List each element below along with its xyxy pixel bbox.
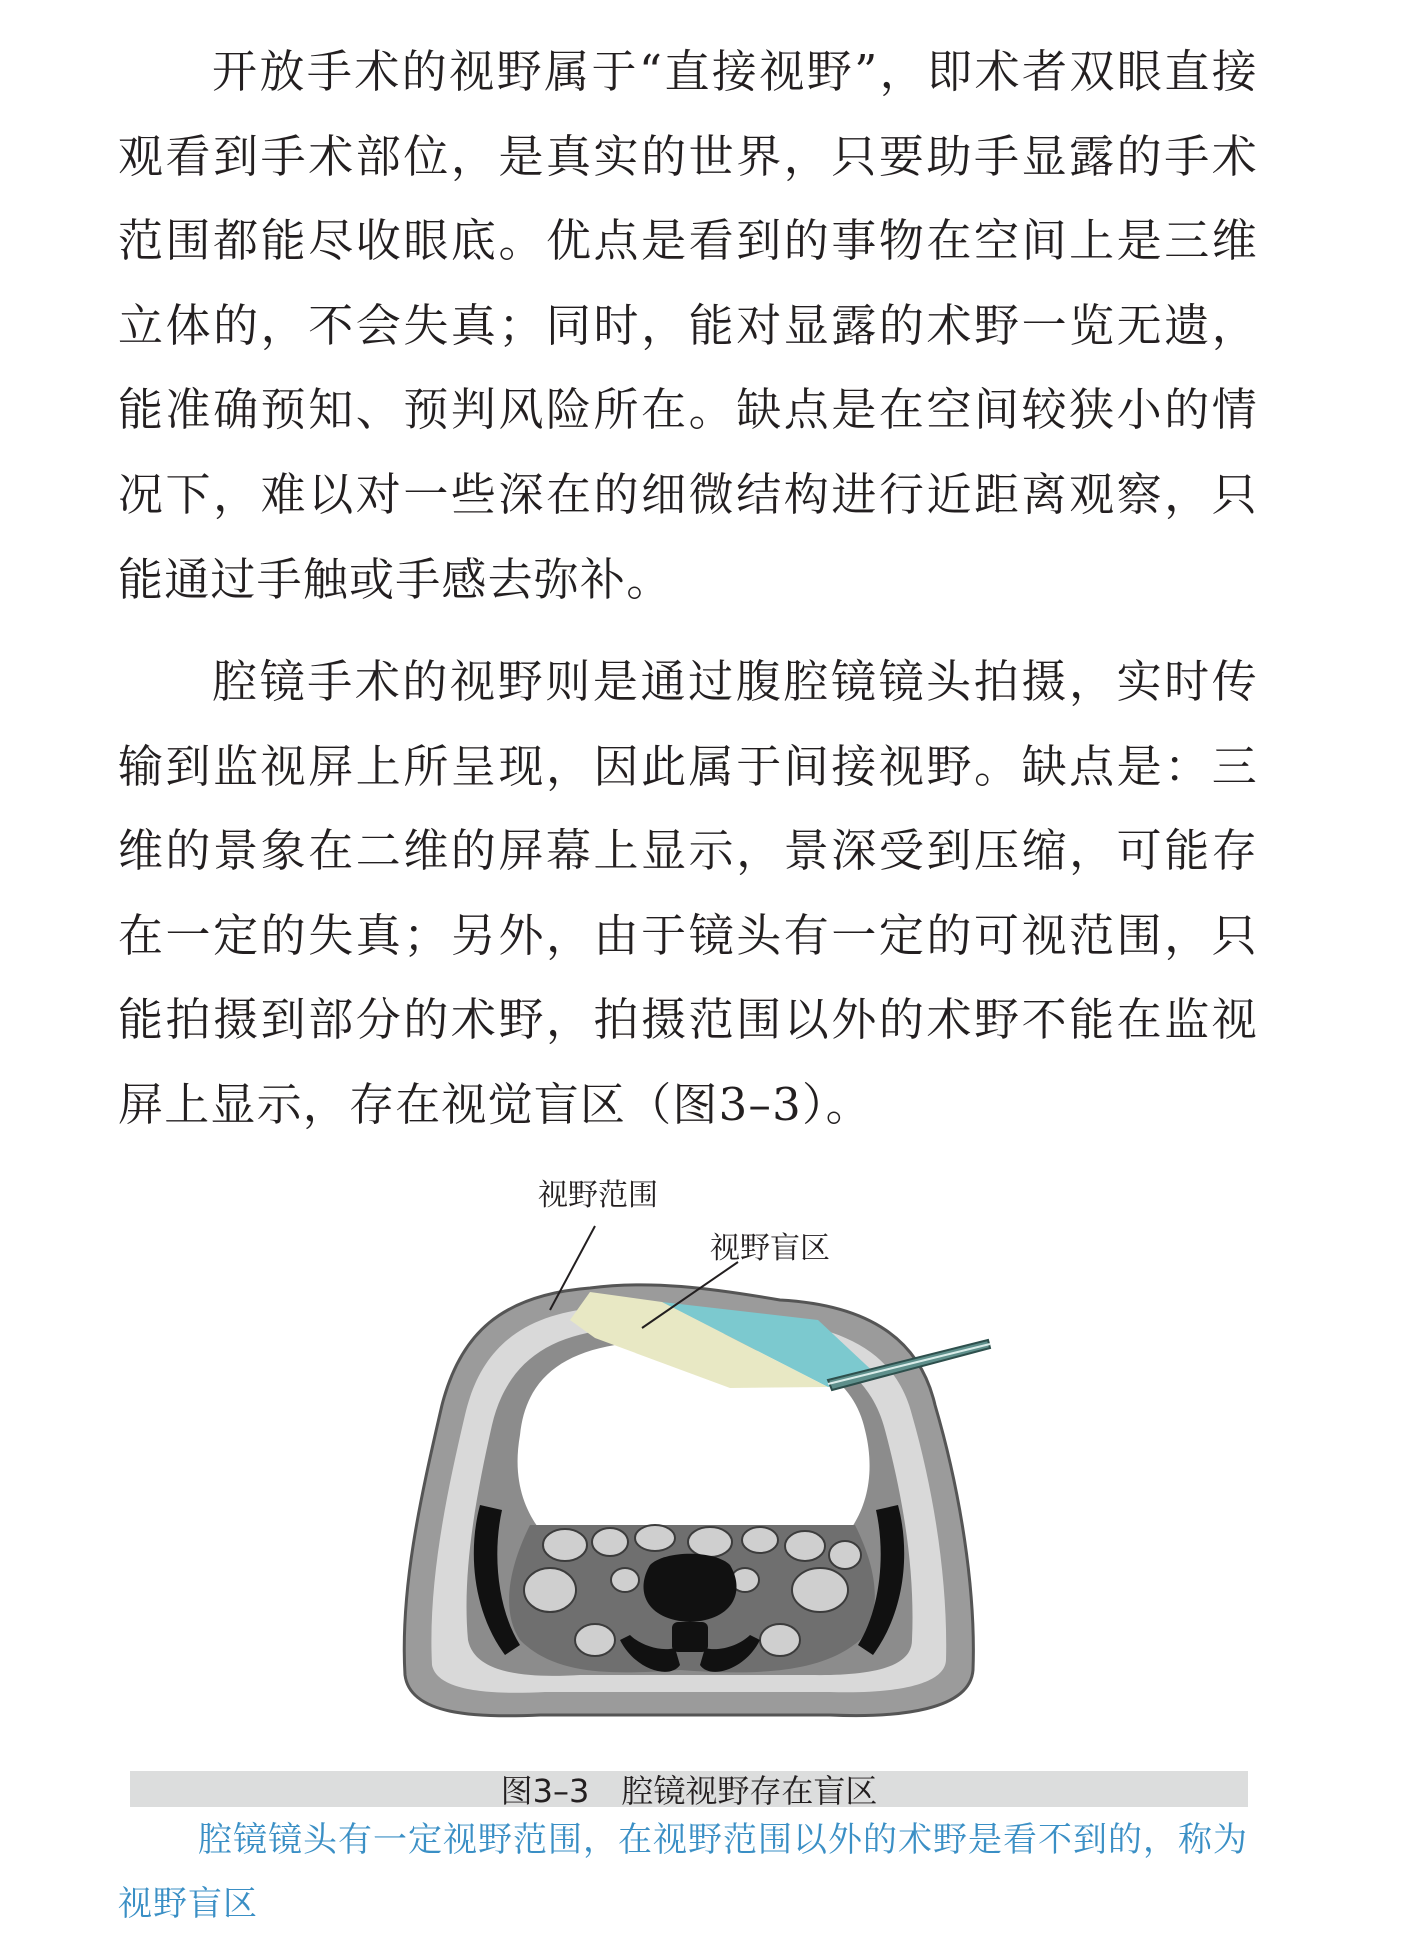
ct-scan-illustration <box>380 1170 1000 1750</box>
figure-title: 腔镜视野存在盲区 <box>621 1772 878 1810</box>
figure-number: 图3–3 <box>500 1772 590 1810</box>
vertebral-body <box>643 1554 736 1622</box>
field-of-view-label: 视野范围 <box>538 1178 658 1213</box>
ct-figure <box>380 1170 1000 1750</box>
body-paragraph-open-surgery: 开放手术的视野属于“直接视野”，即术者双眼直接观看到手术部位，是真实的世界，只要助手显露的手术范围都能尽收眼底。优点是看到的事物在空间上是三维立体的，不会失真；同时，能对显露的术野一览无遗，能准确预知、预判风险所在。缺点是在空间较狭小的情况下，难以对一些深在的细微结构进行近距离观察，只能通过手触或手感去弥补。 <box>118 45 1258 606</box>
blind-zone-label: 视野盲区 <box>710 1231 830 1266</box>
body-paragraph-laparoscopic: 腔镜手术的视野则是通过腹腔镜镜头拍摄，实时传输到监视屏上所呈现，因此属于间接视野。缺点是：三维的景象在二维的屏幕上显示，景深受到压缩，可能存在一定的失真；另外，由于镜头有一定的可视范围，只能拍摄到部分的术野，拍摄范围以外的术野不能在监视屏上显示，存在视觉盲区（图3–3）。 <box>118 655 1258 1131</box>
figure-note: 腔镜镜头有一定视野范围，在视野范围以外的术野是看不到的，称为视野盲区 <box>118 1820 1248 1924</box>
figure-caption <box>130 1771 1248 1810</box>
spinal-canal <box>672 1622 708 1652</box>
